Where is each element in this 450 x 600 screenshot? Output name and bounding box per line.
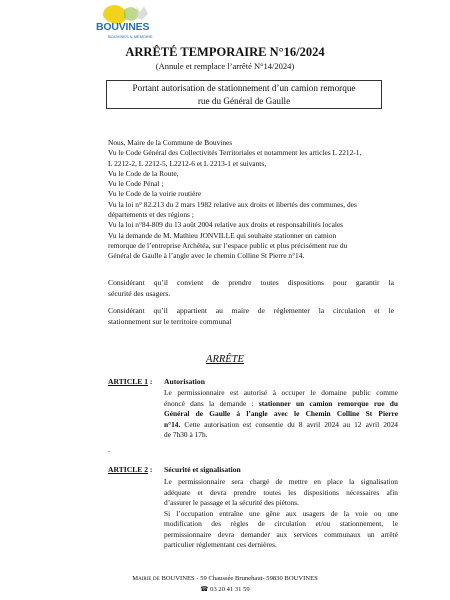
separator-dot: . [108,445,110,454]
considerant-1-line-1: Considérant qu’il convient de prendre toutes dispositions pour garantir la [108,278,394,287]
footer-phone: ☎ 03 20 41 31 59 [200,586,250,593]
object-line-1: Portant autorisation de stationnement d’un camion remorque [132,83,356,93]
considerant-2-line-2: stationnement sur le territoire communal [108,317,232,326]
visa-line: Vu le Code de la Route, [108,168,179,178]
arrete-heading: ARRÊTE [206,354,244,365]
phone-icon: ☎ [200,586,211,593]
visa-line: Général de Gaulle à l’angle avec le chemin Colline St Pierre n°14. [108,251,305,261]
decree-title: ARRÊTÉ TEMPORAIRE N°16/2024 [125,45,325,59]
visa-line: Nous, Maire de la Commune de Bouvines [108,138,233,147]
decree-subtitle: (Annule et remplace l’arrêté N°14/2024) [155,61,295,71]
considerant-2 [108,305,394,327]
article-1-label: ARTICLE 1 : [108,377,153,386]
visa-line: Vu la demande de M. Mathieu JONVILLE qui souhaite stationner un camion [108,230,337,240]
object-line-2: rue du Général de Gaulle [197,95,291,106]
footer-address: Mairie de BOUVINES - 59 Chaussée Brunehaut- 59830 BOUVINES [132,575,318,582]
visa-line: L 2212-2, L 2212-5, L2212-6 et L 2213-1 et suivants, [108,158,267,168]
visa-line: Vu la loi n° 82.213 du 2 mars 1982 relative aux droits et libertés des communes, des [108,199,357,209]
article-1-title: Autorisation [164,377,205,386]
article-2-body: Le permissionnaire sera chargé de mettre en place la signalisation adéquate et devra prendre toutes les dispositions nécessaires afin d’assurer le passage et la sécurité des piétons. Si l’occupation entraîne une gêne aux usagers de la voie ou une modification des règles de circulation et/ou stationnement, le permissionnaire devra demander aux services communaux un arrêté particulier réglementant ces dernières. [164,477,398,549]
article-2-title: Sécurité et signalisation [164,465,241,474]
article-1-body: Le permissionnaire est autorisé à occuper le domaine public comme énoncé dans la demande : stationner un camion remorque rue du Général de Gaulle à l’angle avec le Chemin Colline St Pierre n°14. Cette autorisation est consentie du 8 avril 2024 au 12 avril 2024 de 7h30 à 17h. [164,388,398,439]
logo-wordmark: BOUVINES [96,21,150,33]
logo-tagline: BOUVINES & MÉMOIRE [108,34,153,39]
considerant-1-line-2: sécurité des usagers. [108,289,171,298]
visa-line: départements et des régions ; [108,210,194,220]
visas-block [108,138,394,262]
visa-line: Vu le Code Général des Collectivités Territoriales et notamment les articles L 2212-1, [108,148,362,158]
article-2-label: ARTICLE 2 : [108,465,153,474]
commune-logo [96,4,158,44]
considerant-2-line-1: Considérant qu’il appartient au maire de réglementer la circulation et le [108,306,394,315]
visa-line: Vu la loi n°84-809 du 13 août 2004 relative aux droits et responsabilités locales [108,220,344,230]
considerant-1 [108,277,394,299]
decree-object-box [106,80,382,109]
visa-line: remorque de l’entreprise Archétéa, sur l’espace public et plus précisément rue du [108,240,348,250]
visa-line: Vu le Code Pénal ; [108,179,164,189]
visa-line: Vu le Code de la voirie routière [108,189,202,199]
